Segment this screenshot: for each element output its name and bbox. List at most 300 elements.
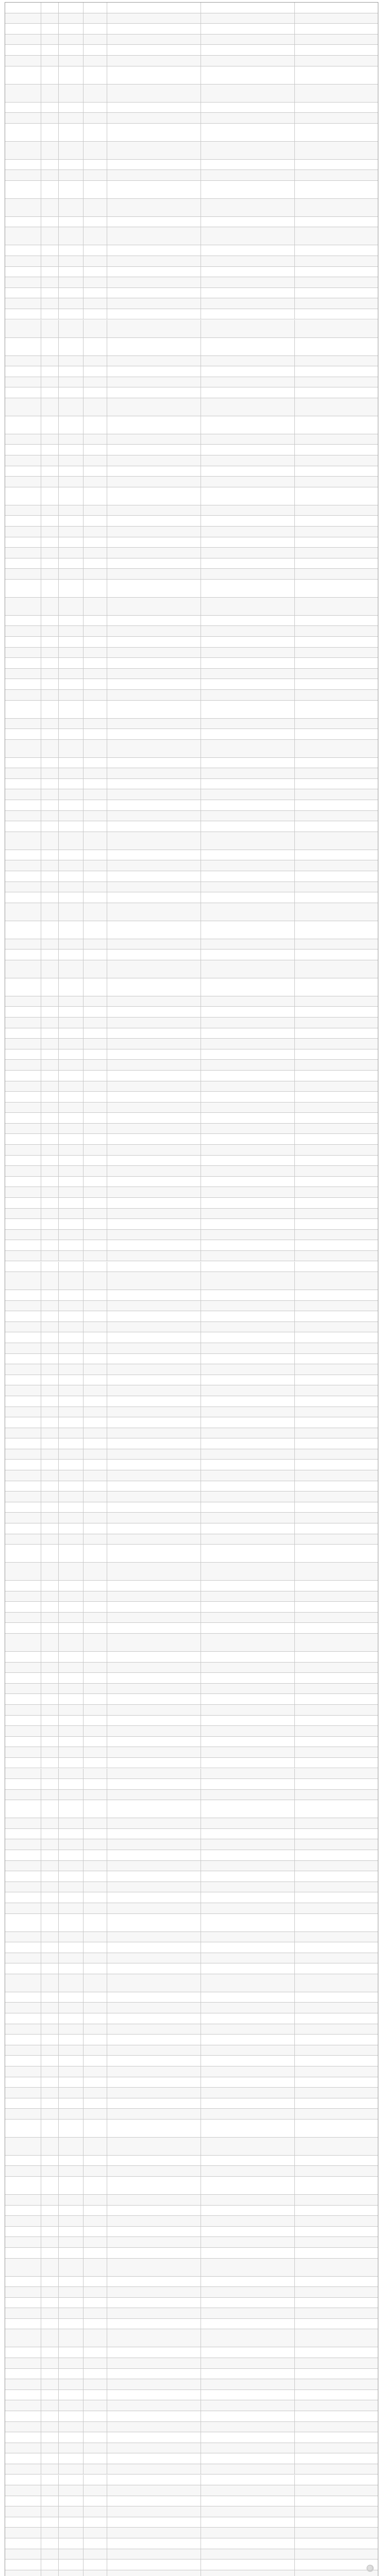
cell-school <box>107 2003 201 2013</box>
cell-ethnicity <box>59 1103 84 1113</box>
table-row <box>5 1364 378 1375</box>
cell-ethnicity <box>59 1219 84 1229</box>
cell-education <box>84 416 107 434</box>
cell-gender <box>41 1198 59 1208</box>
cell-ethnicity <box>59 1914 84 1931</box>
cell-target-post <box>295 455 378 466</box>
cell-gender <box>41 1209 59 1219</box>
cell-target-post <box>295 1502 378 1513</box>
cell-gender <box>41 626 59 636</box>
table-row <box>5 1470 378 1481</box>
table-row <box>5 1028 378 1039</box>
cell-ethnicity <box>59 2098 84 2109</box>
cell-ethnicity <box>59 1502 84 1513</box>
cell-school <box>107 1332 201 1343</box>
cell-education <box>84 871 107 882</box>
cell-gender <box>41 1396 59 1406</box>
cell-name <box>5 1438 41 1449</box>
cell-ethnicity <box>59 1251 84 1261</box>
cell-prev-unit <box>201 2453 295 2464</box>
cell-education <box>84 701 107 718</box>
cell-name <box>5 789 41 800</box>
cell-ethnicity <box>59 2369 84 2379</box>
cell-ethnicity <box>59 1481 84 1492</box>
cell-school <box>107 477 201 487</box>
cell-ethnicity <box>59 298 84 309</box>
cell-prev-unit <box>201 1060 295 1070</box>
cell-target-post <box>295 298 378 309</box>
cell-name <box>5 1145 41 1155</box>
cell-prev-unit <box>201 13 295 24</box>
cell-gender <box>41 217 59 227</box>
cell-education <box>84 1502 107 1513</box>
table-row <box>5 658 378 669</box>
table-row <box>5 1673 378 1684</box>
cell-gender <box>41 181 59 198</box>
cell-prev-unit <box>201 1932 295 1942</box>
table-row <box>5 309 378 320</box>
cell-prev-unit <box>201 1417 295 1428</box>
cell-prev-unit <box>201 1007 295 1017</box>
cell-ethnicity <box>59 2109 84 2119</box>
cell-gender <box>41 1364 59 1375</box>
cell-school <box>107 1166 201 1176</box>
cell-school <box>107 366 201 377</box>
table-row <box>5 1581 378 1591</box>
cell-target-post <box>295 113 378 123</box>
cell-name <box>5 1502 41 1513</box>
cell-ethnicity <box>59 960 84 978</box>
table-row <box>5 256 378 267</box>
cell-education <box>84 648 107 658</box>
table-row <box>5 2298 378 2309</box>
cell-education <box>84 1694 107 1704</box>
cell-name <box>5 2088 41 2098</box>
cell-school <box>107 1602 201 1612</box>
table-row <box>5 832 378 850</box>
table-row <box>5 669 378 680</box>
cell-name <box>5 1634 41 1651</box>
table-row <box>5 1103 378 1113</box>
cell-ethnicity <box>59 580 84 597</box>
cell-prev-unit <box>201 1737 295 1747</box>
cell-prev-unit <box>201 669 295 679</box>
cell-target-post <box>295 1779 378 1789</box>
cell-prev-unit <box>201 2056 295 2066</box>
cell-ethnicity <box>59 2570 84 2576</box>
cell-education <box>84 2549 107 2560</box>
cell-prev-unit <box>201 398 295 416</box>
cell-ethnicity <box>59 338 84 355</box>
table-row <box>5 892 378 903</box>
cell-prev-unit <box>201 1219 295 1229</box>
cell-target-post <box>295 445 378 455</box>
cell-school <box>107 2098 201 2109</box>
cell-ethnicity <box>59 1385 84 1396</box>
table-row <box>5 1663 378 1673</box>
cell-target-post <box>295 1758 378 1768</box>
cell-name <box>5 1290 41 1300</box>
cell-gender <box>41 2216 59 2226</box>
cell-gender <box>41 1850 59 1860</box>
cell-prev-unit <box>201 1301 295 1311</box>
cell-ethnicity <box>59 2358 84 2368</box>
cell-name <box>5 2206 41 2216</box>
cell-ethnicity <box>59 1591 84 1602</box>
cell-ethnicity <box>59 267 84 277</box>
cell-name <box>5 24 41 34</box>
cell-gender <box>41 160 59 170</box>
cell-education <box>84 679 107 689</box>
cell-prev-unit <box>201 1134 295 1144</box>
cell-prev-unit <box>201 1963 295 1974</box>
cell-education <box>84 338 107 355</box>
table-row <box>5 1018 378 1028</box>
cell-prev-unit <box>201 2206 295 2216</box>
cell-target-post <box>295 1028 378 1039</box>
table-row <box>5 1209 378 1219</box>
cell-ethnicity <box>59 2298 84 2308</box>
cell-prev-unit <box>201 701 295 718</box>
table-row <box>5 199 378 217</box>
cell-target-post <box>295 850 378 860</box>
cell-ethnicity <box>59 66 84 84</box>
cell-ethnicity <box>59 1652 84 1662</box>
cell-prev-unit <box>201 2400 295 2411</box>
cell-target-post <box>295 2496 378 2506</box>
cell-ethnicity <box>59 1953 84 1963</box>
cell-ethnicity <box>59 821 84 832</box>
cell-education <box>84 516 107 526</box>
cell-gender <box>41 1028 59 1039</box>
cell-school <box>107 789 201 800</box>
cell-education <box>84 2411 107 2421</box>
cell-prev-unit <box>201 455 295 466</box>
cell-prev-unit <box>201 24 295 34</box>
cell-gender <box>41 719 59 729</box>
cell-gender <box>41 1534 59 1545</box>
cell-gender <box>41 277 59 287</box>
cell-school <box>107 84 201 102</box>
cell-education <box>84 1230 107 1240</box>
table-row <box>5 505 378 516</box>
cell-name <box>5 821 41 832</box>
cell-school <box>107 1492 201 1502</box>
cell-prev-unit <box>201 1914 295 1931</box>
table-row <box>5 2496 378 2507</box>
table-row <box>5 1914 378 1932</box>
cell-education <box>84 1396 107 1406</box>
cell-name <box>5 626 41 636</box>
cell-education <box>84 811 107 821</box>
cell-target-post <box>295 1513 378 1523</box>
cell-prev-unit <box>201 103 295 113</box>
cell-name <box>5 1071 41 1081</box>
cell-school <box>107 768 201 778</box>
cell-gender <box>41 1156 59 1166</box>
table-row <box>5 679 378 690</box>
cell-target-post <box>295 24 378 34</box>
cell-name <box>5 2195 41 2205</box>
cell-ethnicity <box>59 487 84 505</box>
cell-education <box>84 960 107 978</box>
cell-target-post <box>295 356 378 366</box>
cell-name <box>5 598 41 615</box>
table-row <box>5 1652 378 1663</box>
table-row <box>5 56 378 66</box>
cell-prev-unit <box>201 2120 295 2137</box>
cell-prev-unit <box>201 1903 295 1913</box>
cell-gender <box>41 1060 59 1070</box>
cell-prev-unit <box>201 740 295 757</box>
cell-ethnicity <box>59 2088 84 2098</box>
cell-gender <box>41 1963 59 1974</box>
cell-ethnicity <box>59 2347 84 2358</box>
cell-education <box>84 2138 107 2155</box>
cell-prev-unit <box>201 124 295 141</box>
cell-target-post <box>295 1705 378 1715</box>
cell-education <box>84 1113 107 1123</box>
cell-ethnicity <box>59 1071 84 1081</box>
cell-gender <box>41 1311 59 1321</box>
table-row <box>5 377 378 388</box>
cell-target-post <box>295 1156 378 1166</box>
cell-education <box>84 1187 107 1197</box>
cell-target-post <box>295 2400 378 2411</box>
watermark-logo-icon: ◎ <box>367 2565 374 2572</box>
cell-target-post <box>295 1481 378 1492</box>
cell-name <box>5 35 41 45</box>
cell-name <box>5 1007 41 1017</box>
cell-gender <box>41 2277 59 2287</box>
cell-target-post <box>295 309 378 319</box>
table-row <box>5 1694 378 1705</box>
cell-name <box>5 2560 41 2570</box>
cell-ethnicity <box>59 320 84 337</box>
cell-school <box>107 2560 201 2570</box>
cell-gender <box>41 1790 59 1800</box>
table-row <box>5 1932 378 1943</box>
cell-prev-unit <box>201 1523 295 1534</box>
cell-target-post <box>295 2166 378 2176</box>
cell-target-post <box>295 487 378 505</box>
cell-target-post <box>295 1829 378 1839</box>
cell-name <box>5 1602 41 1612</box>
cell-target-post <box>295 960 378 978</box>
cell-prev-unit <box>201 1481 295 1492</box>
cell-name <box>5 56 41 66</box>
cell-school <box>107 1375 201 1385</box>
cell-prev-unit <box>201 416 295 434</box>
cell-gender <box>41 2485 59 2496</box>
cell-prev-unit <box>201 309 295 319</box>
cell-prev-unit <box>201 2098 295 2109</box>
cell-ethnicity <box>59 445 84 455</box>
table-row <box>5 1219 378 1230</box>
cell-education <box>84 1800 107 1818</box>
cell-prev-unit <box>201 558 295 569</box>
cell-ethnicity <box>59 2443 84 2453</box>
cell-prev-unit <box>201 2560 295 2570</box>
cell-name <box>5 701 41 718</box>
cell-education <box>84 1081 107 1092</box>
cell-prev-unit <box>201 256 295 266</box>
cell-prev-unit <box>201 445 295 455</box>
cell-target-post <box>295 2432 378 2443</box>
table-row <box>5 45 378 56</box>
cell-ethnicity <box>59 860 84 871</box>
cell-ethnicity <box>59 1829 84 1839</box>
cell-name <box>5 2422 41 2432</box>
cell-school <box>107 142 201 159</box>
cell-prev-unit <box>201 1790 295 1800</box>
cell-prev-unit <box>201 2379 295 2389</box>
cell-prev-unit <box>201 2177 295 2194</box>
cell-name <box>5 1861 41 1871</box>
cell-name <box>5 892 41 903</box>
cell-ethnicity <box>59 1081 84 1092</box>
table-row <box>5 648 378 658</box>
cell-target-post <box>295 690 378 700</box>
cell-ethnicity <box>59 789 84 800</box>
cell-education <box>84 800 107 810</box>
cell-prev-unit <box>201 1230 295 1240</box>
cell-prev-unit <box>201 2475 295 2485</box>
cell-name <box>5 1449 41 1460</box>
cell-name <box>5 1060 41 1070</box>
cell-school <box>107 1914 201 1931</box>
cell-prev-unit <box>201 960 295 978</box>
cell-target-post <box>295 729 378 739</box>
cell-target-post <box>295 1092 378 1102</box>
cell-ethnicity <box>59 1513 84 1523</box>
cell-education <box>84 2496 107 2506</box>
cell-ethnicity <box>59 356 84 366</box>
cell-gender <box>41 256 59 266</box>
cell-gender <box>41 1914 59 1931</box>
cell-prev-unit <box>201 1262 295 1272</box>
cell-name <box>5 996 41 1007</box>
cell-name <box>5 1332 41 1343</box>
cell-gender <box>41 24 59 34</box>
cell-education <box>84 1758 107 1768</box>
cell-school <box>107 24 201 34</box>
cell-school <box>107 1932 201 1942</box>
table-row <box>5 2358 378 2369</box>
cell-prev-unit <box>201 1049 295 1060</box>
table-row <box>5 1322 378 1333</box>
cell-target-post <box>295 2156 378 2166</box>
table-row <box>5 2003 378 2013</box>
table-row <box>5 1481 378 1492</box>
table-row <box>5 1602 378 1613</box>
cell-name <box>5 227 41 245</box>
cell-school <box>107 598 201 615</box>
cell-target-post <box>295 1375 378 1385</box>
cell-prev-unit <box>201 2166 295 2176</box>
cell-target-post <box>295 66 378 84</box>
cell-gender <box>41 113 59 123</box>
cell-ethnicity <box>59 1134 84 1144</box>
cell-target-post <box>295 1716 378 1726</box>
cell-name <box>5 1240 41 1250</box>
cell-education <box>84 1145 107 1155</box>
table-row <box>5 267 378 278</box>
cell-name <box>5 1581 41 1591</box>
cell-gender <box>41 1502 59 1513</box>
cell-name <box>5 398 41 416</box>
cell-education <box>84 616 107 626</box>
cell-ethnicity <box>59 434 84 445</box>
cell-ethnicity <box>59 598 84 615</box>
cell-ethnicity <box>59 2077 84 2088</box>
table-row <box>5 1071 378 1081</box>
cell-name <box>5 2287 41 2297</box>
table-row <box>5 1438 378 1449</box>
cell-education <box>84 821 107 832</box>
cell-prev-unit <box>201 2156 295 2166</box>
cell-target-post <box>295 2329 378 2347</box>
cell-name <box>5 1209 41 1219</box>
cell-target-post <box>295 2024 378 2035</box>
cell-prev-unit <box>201 1385 295 1396</box>
cell-name <box>5 2517 41 2528</box>
cell-gender <box>41 477 59 487</box>
cell-education <box>84 558 107 569</box>
cell-education <box>84 939 107 950</box>
cell-gender <box>41 387 59 398</box>
cell-ethnicity <box>59 1818 84 1828</box>
table-row <box>5 1262 378 1273</box>
cell-name <box>5 1262 41 1272</box>
cell-gender <box>41 13 59 24</box>
cell-gender <box>41 2138 59 2155</box>
cell-ethnicity <box>59 1974 84 1992</box>
cell-prev-unit <box>201 2390 295 2400</box>
cell-name <box>5 2277 41 2287</box>
table-row <box>5 1134 378 1145</box>
cell-name <box>5 267 41 277</box>
cell-gender <box>41 1882 59 1892</box>
cell-name <box>5 1018 41 1028</box>
cell-ethnicity <box>59 1407 84 1417</box>
cell-target-post <box>295 2358 378 2368</box>
cell-school <box>107 181 201 198</box>
cell-school <box>107 2464 201 2475</box>
cell-education <box>84 637 107 647</box>
cell-ethnicity <box>59 1932 84 1942</box>
table-row <box>5 416 378 434</box>
cell-prev-unit <box>201 800 295 810</box>
cell-ethnicity <box>59 1113 84 1123</box>
cell-ethnicity <box>59 1311 84 1321</box>
cell-target-post <box>295 2045 378 2056</box>
cell-education <box>84 2227 107 2237</box>
cell-name <box>5 1932 41 1942</box>
table-row <box>5 1240 378 1251</box>
table-row <box>5 2329 378 2347</box>
cell-school <box>107 2379 201 2389</box>
cell-gender <box>41 882 59 892</box>
cell-education <box>84 288 107 298</box>
cell-prev-unit <box>201 1187 295 1197</box>
cell-school <box>107 2166 201 2176</box>
cell-gender <box>41 1124 59 1134</box>
cell-name <box>5 903 41 921</box>
cell-school <box>107 2369 201 2379</box>
cell-education <box>84 1623 107 1633</box>
cell-name <box>5 860 41 871</box>
